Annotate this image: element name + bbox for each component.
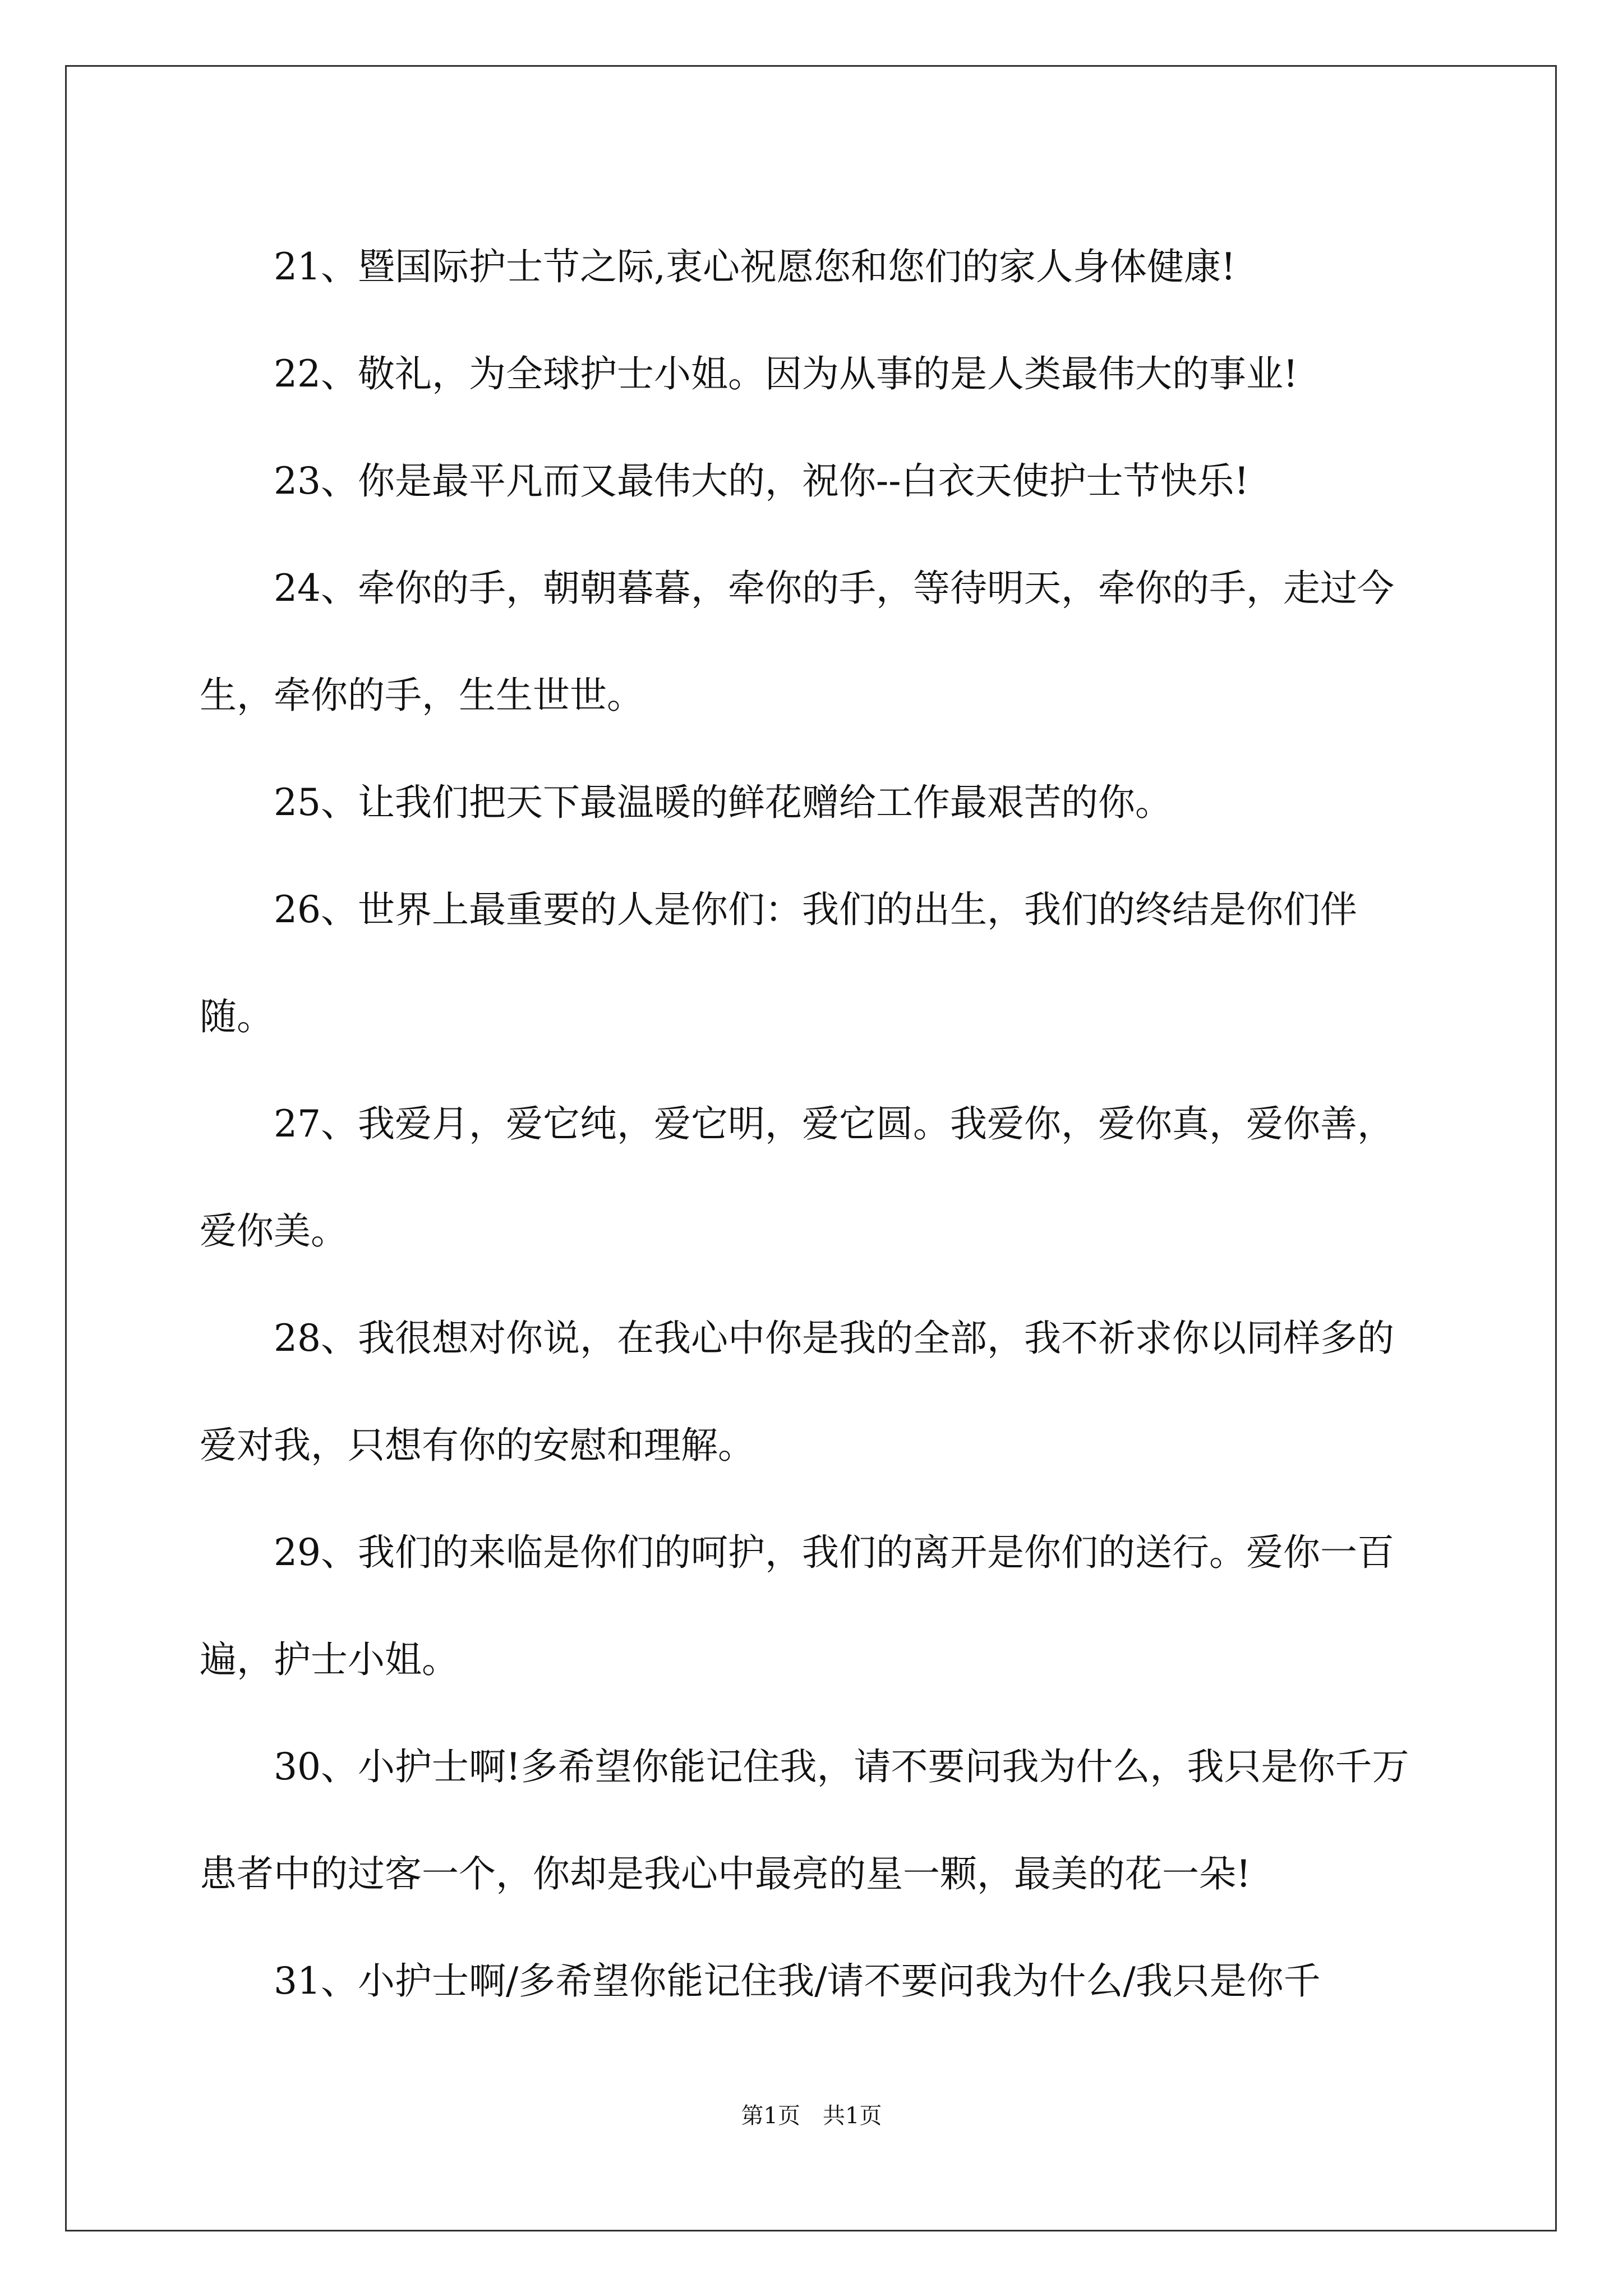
- page-number-footer: 第1页 共1页: [741, 2103, 882, 2129]
- paragraph-27: 27、我爱月，爱它纯，爱它明，爱它圆。我爱你，爱你真，爱你善，爱你美。: [200, 1102, 1394, 1253]
- paragraph-29: 29、我们的来临是你们的呵护，我们的离开是你们的送行。爱你一百遍，护士小姐。: [200, 1531, 1394, 1681]
- document-body: [200, 213, 1428, 2035]
- paragraph-22: 22、敬礼，为全球护士小姐。因为从事的是人类最伟大的事业!: [274, 352, 1298, 395]
- paragraph-28: 28、我很想对你说，在我心中你是我的全部，我不祈求你以同样多的爱对我，只想有你的安慰和理解。: [200, 1317, 1394, 1467]
- paragraph-31: 31、小护士啊/多希望你能记住我/请不要问我为什么/我只是你千: [274, 1959, 1321, 2003]
- paragraph-24: 24、牵你的手，朝朝暮暮，牵你的手，等待明天，牵你的手，走过今生，牵你的手，生生世世。: [200, 567, 1394, 717]
- paragraph-25: 25、让我们把天下最温暖的鲜花赠给工作最艰苦的你。: [274, 781, 1172, 824]
- paragraph-23: 23、你是最平凡而又最伟大的，祝你--白衣天使护士节快乐!: [274, 459, 1249, 503]
- paragraph-21: 21、暨国际护士节之际,衷心祝愿您和您们的家人身体健康!: [274, 245, 1236, 288]
- paragraph-30: 30、小护士啊!多希望你能记住我，请不要问我为什么，我只是你千万患者中的过客一个，你却是我心中最亮的星一颗，最美的花一朵!: [200, 1745, 1409, 1895]
- paragraph-26: 26、世界上最重要的人是你们：我们的出生，我们的终结是你们伴随。: [200, 888, 1357, 1038]
